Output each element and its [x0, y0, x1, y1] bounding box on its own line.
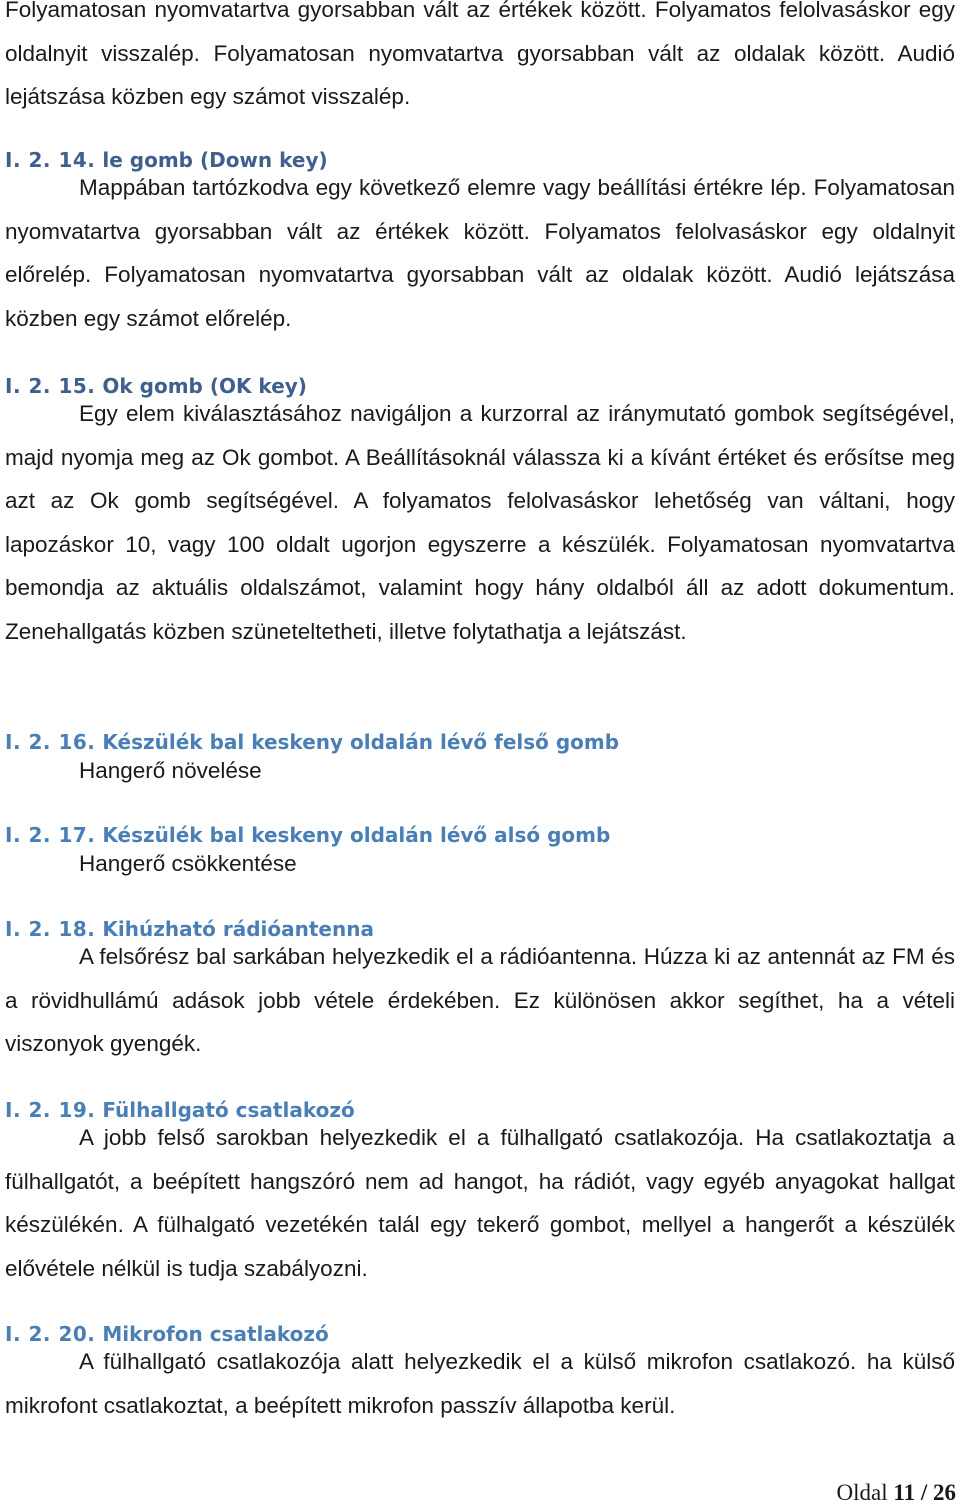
section-headphone-jack	[5, 1096, 955, 1290]
current-page-number: 11	[893, 1480, 916, 1505]
section-title: le gomb (Down key)	[102, 148, 328, 172]
section-ok-key	[5, 372, 955, 653]
section-number: I. 2. 17.	[5, 823, 96, 847]
section-body: Hangerő növelése	[79, 758, 262, 783]
section-body: A fülhallgató csatlakozója alatt helyezkedik el a külső mikrofon csatlakozó. ha külső mikrofont csatlakoztat, a beépített mikrofon passzív állapotba kerül.	[5, 1349, 955, 1418]
section-title: Mikrofon csatlakozó	[102, 1322, 329, 1346]
section-down-key	[5, 146, 955, 340]
section-title: Kihúzható rádióantenna	[102, 917, 374, 941]
section-title: Fülhallgató csatlakozó	[102, 1098, 355, 1122]
section-number: I. 2. 20.	[5, 1322, 96, 1346]
section-heading	[5, 821, 955, 849]
section-volume-down	[5, 821, 955, 879]
section-radio-antenna	[5, 915, 955, 1066]
page-number-footer	[837, 1480, 956, 1506]
section-number: I. 2. 16.	[5, 730, 96, 754]
section-title: Készülék bal keskeny oldalán lévő alsó gomb	[102, 823, 611, 847]
page-separator: /	[920, 1480, 928, 1505]
section-volume-up	[5, 728, 955, 786]
section-number: I. 2. 14.	[5, 148, 96, 172]
section-title: Ok gomb (OK key)	[102, 374, 307, 398]
continued-paragraph: Folyamatosan nyomvatartva gyorsabban vált az értékek között. Folyamatos felolvasáskor egy oldalnyit visszalép. Folyamatosan nyomvatartva gyorsabban vált az oldalak között. Audió lejátszása közben egy számot visszalép.	[5, 0, 955, 109]
section-number: I. 2. 15.	[5, 374, 96, 398]
section-heading	[5, 728, 955, 756]
section-microphone-jack	[5, 1320, 955, 1427]
section-body: A felsőrész bal sarkában helyezkedik el a rádióantenna. Húzza ki az antennát az FM és a rövidhullámú adások jobb vétele érdekében. Ez különösen akkor segíthet, ha a vételi viszonyok gyengék.	[5, 944, 955, 1056]
total-page-count: 26	[933, 1480, 956, 1505]
section-title: Készülék bal keskeny oldalán lévő felső gomb	[102, 730, 620, 754]
page-label: Oldal	[836, 1480, 888, 1505]
section-body: Egy elem kiválasztásához navigáljon a kurzorral az iránymutató gombok segítségével, majd nyomja meg az Ok gombot. A Beállításoknál válassza ki a kívánt értéket és erősítse meg azt az Ok gomb segítségével. A folyamatos felolvasáskor lehetőség van váltani, hogy lapozáskor 10, vagy 100 oldalt ugorjon egyszerre a készülék. Folyamatosan nyomvatartva bemondja az aktuális oldalszámot, valamint hogy hány oldalból áll az adott dokumentum. Zenehallgatás közben szüneteltetheti, illetve folytathatja a lejátszást.	[5, 401, 955, 644]
section-number: I. 2. 18.	[5, 917, 96, 941]
section-body: Mappában tartózkodva egy következő elemre vagy beállítási értékre lép. Folyamatosan nyomvatartva gyorsabban vált az értékek között. Folyamatos felolvasáskor egy oldalnyit előrelép. Folyamatosan nyomvatartva gyorsabban vált az oldalak között. Audió lejátszása közben egy számot előrelép.	[5, 175, 955, 331]
section-number: I. 2. 19.	[5, 1098, 96, 1122]
section-body: A jobb felső sarokban helyezkedik el a fülhallgató csatlakozója. Ha csatlakoztatja a fülhallgatót, a beépített hangszóró nem ad hangot, ha rádiót, vagy egyéb anyagokat hallgat készülékén. A fülhalgató vezetékén talál egy tekerő gombot, mellyel a hangerőt a készülék elővétele nélkül is tudja szabályozni.	[5, 1125, 955, 1281]
section-body: Hangerő csökkentése	[79, 851, 297, 876]
